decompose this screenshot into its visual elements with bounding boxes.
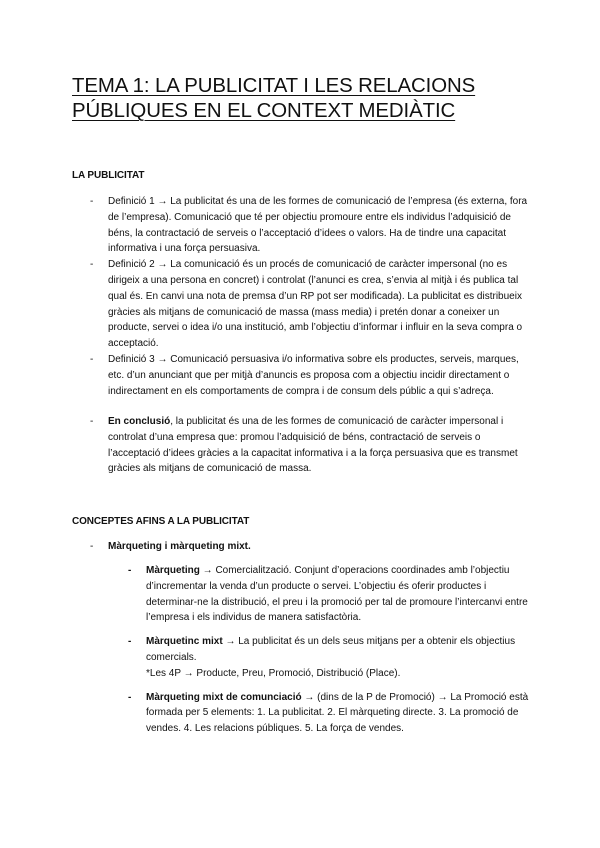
definitions-list — [90, 194, 530, 399]
sublist-item-marqueting-mixt — [128, 634, 530, 681]
list-item-definicio-3: - Definició 3 → Comunicació persuasiva i/o informativa sobre els productes, serveis, marques, etc. d’un anunciant que per mitjà d’anuncis es proposa com a objectiu incidir directament o indirectament en els comportaments de compra i de consum dels públic a qui s’adreça. — [90, 352, 530, 399]
sublist-item-marqueting — [128, 563, 530, 626]
list-item-definicio-1: - Definició 1 → La publicitat és una de les formes de comunicació de l’empresa (és externa, fora de l’empresa). Comunicació que té per objectiu promoure entre els individus l’adquisició de béns, la contractació de serveis o l’acceptació d’idees o valors. Ha de tindre una capacitat informativa i una força persuasiva. — [90, 194, 530, 257]
list-item-marqueting — [90, 539, 530, 555]
marqueting-heading: Màrqueting i màrqueting mixt. — [108, 541, 251, 552]
subitem-text: → (dins de la P de Promoció) → La Promoció està formada per 5 elements: 1. La publicitat. 2. El màrqueting directe. 3. La promoció de vendes. 4. Les relacions públiques. 5. La força de vendes. — [146, 691, 529, 735]
conclusion-list — [90, 414, 530, 477]
subitem-label: Màrqueting mixt de comunciació — [146, 691, 302, 703]
page-title: TEMA 1: LA PUBLICITAT I LES RELACIONS PÚBLIQUES EN EL CONTEXT MEDIÀTIC — [72, 75, 476, 122]
conclusion-label: En conclusió — [108, 416, 171, 427]
list-item-conclusion — [90, 414, 530, 477]
marqueting-sublist — [128, 563, 530, 745]
subitem-label: Màrquetinc mixt — [146, 636, 223, 648]
subitem-label: Màrqueting — [146, 565, 200, 576]
subitem-text: → La publicitat és un dels seus mitjans per a obtenir els objectius comercials. — [146, 636, 516, 663]
conclusion-text: , la publicitat és una de les formes de comunicació de caràcter impersonal i controlat d’una empresa que: promou l’adquisició de béns, contractació de serveis o l’acceptació d’idees gràcies a la capacitat informativa i a la força persuasiva que es transmet gràcies als mitjans de comunicació de massa. — [108, 416, 518, 475]
subitem-note: *Les 4P → Producte, Preu, Promoció, Distribució (Place). — [146, 667, 401, 679]
concepts-list — [90, 539, 530, 555]
subitem-text: → Comercialització. Conjunt d’operacions coordinades amb l’objectiu d’incrementar la venda d’un producte o servei. L’objectiu és oferir productes i determinar-ne la distribució, el preu i la promoció per tal de promoure l’intercanvi entre l’empresa i els individus de manera satisfactòria. — [146, 565, 528, 624]
list-item-definicio-2: - Definició 2 → La comunicació és un procés de comunicació de caràcter impersonal (no es dirigeix a una persona en concret) i controlat (l’anunci es crea, s’envia al mitjà i és publica tal qual és. En canvi una nota de premsa d’un RP pot ser modificada). La publicitat es distribueix gràcies als mitjans de comunicació de massa (mass media) i pretén donar a coneixer un producte, servei o idea i/o una institució, amb l’objectiu d’informar i influir en la seva compra o acceptació. — [90, 257, 530, 352]
sublist-item-marqueting-mixt-comunicacio — [128, 690, 530, 737]
section-heading-publicitat: LA PUBLICITAT — [72, 170, 145, 181]
section-heading-conceptes-afins: CONCEPTES AFINS A LA PUBLICITAT — [72, 516, 250, 527]
